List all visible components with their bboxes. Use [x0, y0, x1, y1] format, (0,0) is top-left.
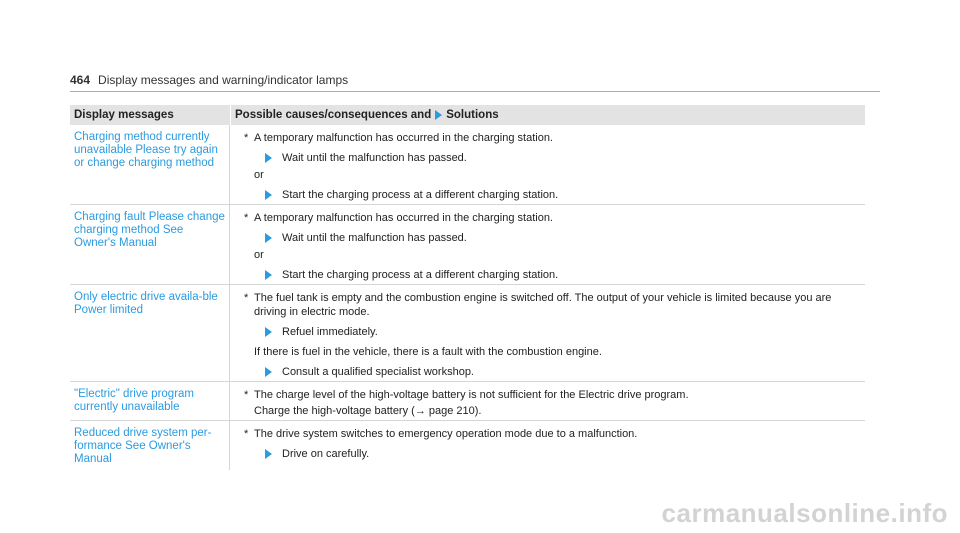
page-title: Display messages and warning/indicator lamps	[98, 73, 349, 87]
display-message: "Electric" drive program currently unavailable	[70, 382, 230, 420]
or-label: or	[254, 249, 264, 261]
solution-step	[265, 447, 857, 461]
note-text: If there is fuel in the vehicle, there is a fault with the combustion engine.	[254, 346, 602, 358]
arrow-right-icon	[265, 153, 272, 163]
arrow-right-icon	[265, 233, 272, 243]
arrow-right-icon	[265, 327, 272, 337]
page-header	[70, 72, 880, 92]
cause-text: The charge level of the high-voltage battery is not sufficient for the Electric drive program.	[254, 389, 689, 401]
display-message: Charging method currently unavailable Please try again or change charging method	[70, 125, 230, 204]
causes-cell	[230, 205, 865, 284]
display-message: Only electric drive availa-ble Power limited	[70, 285, 230, 381]
causes-cell	[230, 421, 865, 470]
display-message: Reduced drive system per-formance See Owner's Manual	[70, 421, 230, 470]
cause-text: A temporary malfunction has occurred in the charging station.	[254, 212, 553, 224]
solution-text: Wait until the malfunction has passed.	[282, 152, 467, 164]
solution-text: Start the charging process at a different charging station.	[282, 189, 559, 201]
table-row	[70, 205, 865, 285]
messages-table	[70, 105, 865, 470]
solution-step	[265, 325, 857, 339]
cause-item: * A temporary malfunction has occurred in the charging station.	[244, 131, 857, 145]
arrow-right-icon	[265, 190, 272, 200]
solution-step	[265, 268, 857, 282]
solution-text: Start the charging process at a different charging station.	[282, 269, 559, 281]
page-number: 464	[70, 73, 91, 87]
table-header	[70, 105, 865, 125]
watermark: carmanualsonline.info	[661, 498, 948, 528]
cause-item: * A temporary malfunction has occurred in the charging station.	[244, 211, 857, 225]
causes-cell	[230, 382, 865, 420]
arrow-right-icon	[265, 270, 272, 280]
arrow-right-icon	[265, 449, 272, 459]
causes-cell	[230, 285, 865, 381]
col-header-messages: Display messages	[74, 109, 174, 121]
page-reference-text[interactable]: Charge the high-voltage battery (→ page 210).	[254, 405, 482, 417]
table-row	[70, 421, 865, 470]
solution-step	[265, 188, 857, 202]
solution-step	[265, 365, 857, 379]
solution-text: Consult a qualified specialist workshop.	[282, 366, 474, 378]
col-header-solutions-label: Solutions	[446, 109, 499, 121]
cause-text: The drive system switches to emergency operation mode due to a malfunction.	[254, 428, 638, 440]
table-row	[70, 285, 865, 382]
col-header-causes	[230, 105, 865, 125]
cause-item: * The drive system switches to emergency operation mode due to a malfunction.	[244, 427, 857, 441]
table-row	[70, 125, 865, 205]
table-row	[70, 382, 865, 421]
cause-text: A temporary malfunction has occurred in the charging station.	[254, 132, 553, 144]
solution-step	[265, 231, 857, 245]
causes-cell	[230, 125, 865, 204]
cause-item: * The charge level of the high-voltage battery is not sufficient for the Electric drive program.	[244, 388, 857, 402]
display-message: Charging fault Please change charging method See Owner's Manual	[70, 205, 230, 284]
solution-text: Drive on carefully.	[282, 448, 370, 460]
solution-text: Refuel immediately.	[282, 326, 378, 338]
solution-step	[265, 151, 857, 165]
arrow-right-icon	[265, 367, 272, 377]
col-header-causes-label: Possible causes/consequences and	[235, 109, 432, 121]
cause-text: The fuel tank is empty and the combustion engine is switched off. The output of your vehicle is limited because you are driving in electric mode.	[254, 292, 832, 318]
solution-text: Wait until the malfunction has passed.	[282, 232, 467, 244]
cause-item: * The fuel tank is empty and the combustion engine is switched off. The output of your vehicle is limited because you are driving in electric mode.	[244, 291, 857, 319]
arrow-right-icon	[435, 110, 442, 120]
or-label: or	[254, 169, 264, 181]
